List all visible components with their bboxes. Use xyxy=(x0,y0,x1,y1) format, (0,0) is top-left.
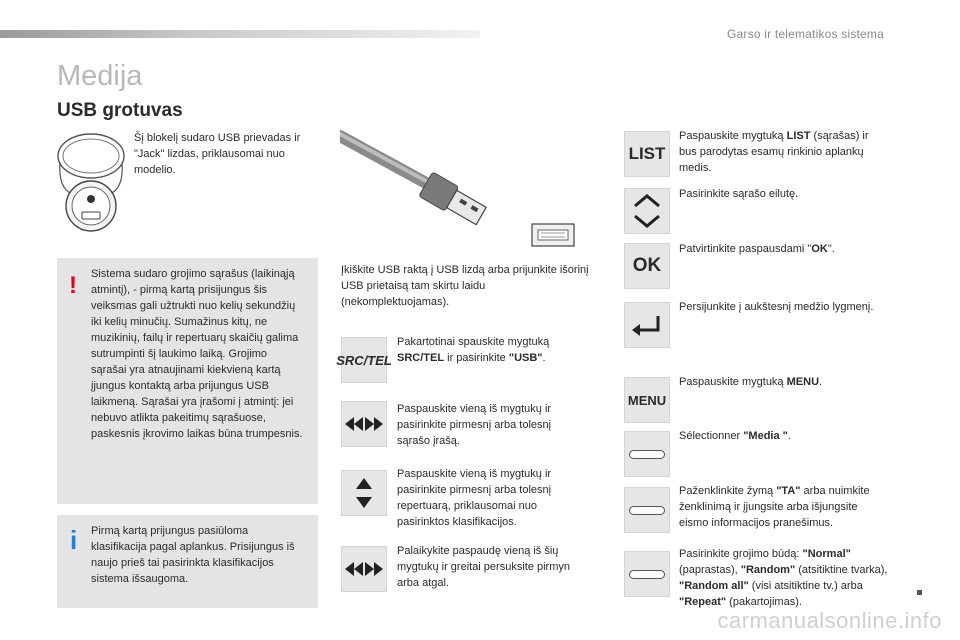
step-play-mode-text: Pasirinkite grojimo būdą: "Normal" (paprastas), "Random" (atsitiktine tvarka), "Random all" (visi atsitiktine tv.) arba "Repeat" (pakartojimas). xyxy=(679,548,888,608)
step-ta-text: Paženklinkite žymą "TA" arba nuimkite ženklinimą ir įjungsite arba išjungsite eismo informacijos pranešimus. xyxy=(679,485,870,529)
back-arrow-icon xyxy=(624,302,670,348)
warning-text: Sistema sudaro grojimo sąrašus (laikinąją atmintį), - pirmą kartą prisijungus šis veiksmas gali užtrukti nuo kelių sekundžių iki kelių minučių. Sumažinus kitų, ne muzikinių, failų ir repertuarų skaičių galima sutrumpinti šį laukimo laiką. Grojimo sąrašai yra atnaujinami kiekvieną kartą įjungus kontaktą arba prijungus USB laikmeną. Sąrašai yra įrašomi į atmintį: jei nebuvo atlikta pakeitimų sąrašuose, paskesnis įkrovimo laikas būna trumpesnis. xyxy=(91,268,303,440)
step-list-text: Paspauskite mygtuką LIST (sąrašas) ir bus parodytas esamų rinkinio aplankų medis. xyxy=(679,130,869,174)
page-marker xyxy=(917,590,922,595)
warning-icon: ! xyxy=(69,272,77,299)
usb-plug-illustration xyxy=(340,130,576,248)
section-header: Garso ir telematikos sistema xyxy=(727,27,884,41)
menu-button-icon: MENU xyxy=(624,377,670,423)
dial-pill-icon xyxy=(624,431,670,477)
src-tel-button-icon: SRC/TEL xyxy=(341,337,387,383)
step-back-level-text: Persijunkite į aukštesnį medžio lygmenį. xyxy=(679,301,874,313)
intro-text: Šį blokelį sudaro USB prievadas ir "Jack" lizdas, priklausomai nuo modelio. xyxy=(134,132,301,176)
chevrons-up-down-icon xyxy=(624,188,670,234)
step-menu-text: Paspauskite mygtuką MENU. xyxy=(679,376,823,388)
info-text: Pirmą kartą prijungus pasiūloma klasifikacija pagal aplankus. Prisijungus iš naujo prieš tai pasirinkta klasifikacijos sistema išsaugoma. xyxy=(91,525,295,585)
page-subtitle: USB grotuvas xyxy=(57,100,183,121)
step-ok-text: Patvirtinkite paspausdami "OK". xyxy=(679,243,835,255)
warning-box xyxy=(57,258,318,504)
step-select-media-text: Sélectionner "Media ". xyxy=(679,430,791,442)
info-box xyxy=(57,515,318,608)
usb-instruction-text: Įkiškite USB raktą į USB lizdą arba prijunkite išorinį USB prietaisą tam skirtu laidu (nekomplektuojamas). xyxy=(341,264,589,308)
step-prev-next-item-text: Paspauskite vieną iš mygtukų ir pasirinkite pirmesnį arba tolesnį sąrašo įrašą. xyxy=(397,403,552,447)
page-title: Medija xyxy=(57,60,143,92)
dial-pill-icon xyxy=(624,487,670,533)
header-gradient-bar xyxy=(0,30,480,38)
step-select-line-text: Pasirinkite sąrašo eilutę. xyxy=(679,188,799,200)
list-button-icon: LIST xyxy=(624,131,670,177)
step-fast-seek-text: Palaikykite paspaudę vieną iš šių mygtukų ir greitai persuksite pirmyn arba atgal. xyxy=(397,545,571,589)
step-prev-next-folder-text: Paspauskite vieną iš mygtukų ir pasirinkite pirmesnį arba tolesnį repertuarą, priklausomai nuo pasirinktos klasifikacijos. xyxy=(397,468,552,528)
watermark-text: carmanualsonline.info xyxy=(717,608,942,633)
fast-forward-rewind-icon xyxy=(341,546,387,592)
rewind-forward-icon xyxy=(341,401,387,447)
dial-pill-icon xyxy=(624,551,670,597)
up-down-triangles-icon xyxy=(341,470,387,516)
usb-jack-port-illustration xyxy=(52,128,130,236)
step-src-text: Pakartotinai spauskite mygtuką SRC/TEL ir pasirinkite "USB". xyxy=(397,336,550,364)
ok-button-icon: OK xyxy=(624,243,670,289)
info-icon: i xyxy=(70,525,78,555)
